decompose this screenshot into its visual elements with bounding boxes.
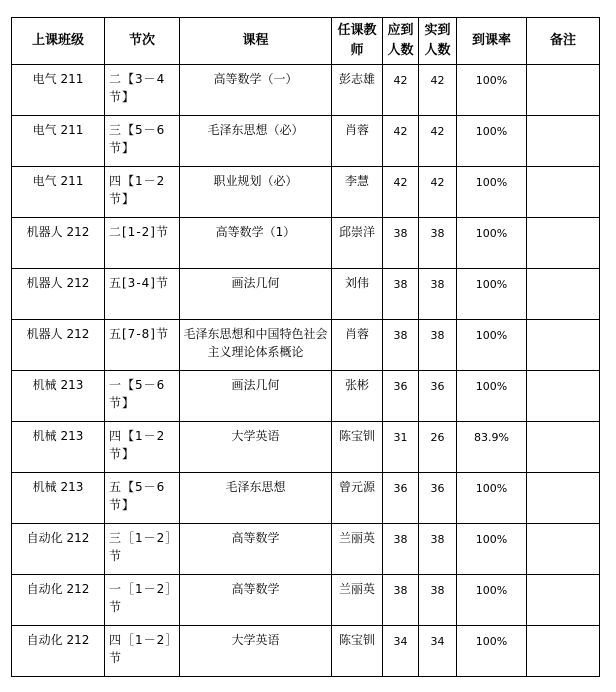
header-row [12,18,600,65]
cell-class-text: 机械 213 [32,378,84,392]
cell-notes [527,116,600,167]
cell-rate-text: 100% [475,176,508,189]
cell-notes [527,218,600,269]
cell-course-text: 大学英语 [231,429,280,443]
cell-notes-text [527,218,599,223]
header-class: 上课班级 [12,18,105,65]
cell-period-text: 三【5－6节】 [109,123,166,155]
table-row [12,218,600,269]
cell-course [180,371,332,422]
cell-actual [419,524,457,575]
header-teacher-label: 任课教师 [337,23,377,58]
cell-actual-text: 38 [430,329,445,342]
cell-class-text: 自动化 212 [26,633,90,647]
cell-actual-text: 36 [430,380,445,393]
cell-rate-text: 100% [475,584,508,597]
cell-teacher [332,422,383,473]
cell-expected [383,473,419,524]
cell-class-text: 自动化 212 [26,582,90,596]
header-rate: 到课率 [457,18,527,65]
cell-rate-text: 100% [475,533,508,546]
cell-teacher [332,167,383,218]
cell-rate [457,422,527,473]
cell-teacher [332,524,383,575]
table-row [12,422,600,473]
table-row [12,575,600,626]
cell-expected-text: 38 [393,278,408,291]
cell-teacher-text: 张彬 [344,378,369,392]
cell-notes [527,524,600,575]
cell-period-text: 五[3-4]节 [109,276,169,290]
cell-period-text: 四【1－2节】 [109,429,166,461]
cell-rate-text: 83.9% [474,431,509,444]
cell-notes [527,626,600,677]
cell-expected-text: 38 [393,533,408,546]
table-row [12,167,600,218]
cell-teacher-text: 刘伟 [344,276,369,290]
table-row [12,626,600,677]
cell-actual-text: 36 [430,482,445,495]
cell-rate [457,320,527,371]
cell-notes [527,320,600,371]
cell-course-text: 高等数学（一） [213,72,298,86]
cell-rate [457,371,527,422]
cell-notes-text [527,116,599,121]
cell-period [105,524,180,575]
cell-actual [419,422,457,473]
header-expected [383,18,419,65]
cell-teacher [332,320,383,371]
cell-course [180,320,332,371]
cell-teacher [332,371,383,422]
cell-notes-text [527,524,599,529]
cell-rate [457,218,527,269]
cell-course [180,116,332,167]
cell-expected-text: 36 [393,482,408,495]
cell-notes-text [527,65,599,70]
table-body [12,65,600,677]
cell-course [180,65,332,116]
cell-rate [457,269,527,320]
cell-teacher-text: 肖蓉 [344,327,369,341]
cell-teacher [332,269,383,320]
cell-expected [383,422,419,473]
cell-notes-text [527,320,599,325]
cell-rate-text: 100% [475,74,508,87]
cell-period-text: 二[1-2]节 [109,225,169,239]
cell-teacher-text: 李慧 [344,174,369,188]
cell-class-text: 机器人 212 [26,327,90,341]
cell-notes-text [527,473,599,478]
cell-teacher [332,116,383,167]
cell-class-text: 机器人 212 [26,225,90,239]
cell-notes [527,167,600,218]
cell-course-text: 画法几何 [231,276,280,290]
cell-class [12,116,105,167]
cell-expected [383,218,419,269]
cell-period [105,473,180,524]
cell-notes-text [527,626,599,631]
cell-expected [383,626,419,677]
cell-notes-text [527,167,599,172]
cell-period-text: 五[7-8]节 [109,327,169,341]
cell-course-text: 毛泽东思想 [225,480,286,494]
cell-expected-text: 38 [393,584,408,597]
cell-expected-text: 31 [393,431,408,444]
cell-notes [527,371,600,422]
cell-expected-text: 42 [393,176,408,189]
cell-rate-text: 100% [475,125,508,138]
cell-course [180,473,332,524]
cell-expected-text: 38 [393,329,408,342]
cell-teacher [332,626,383,677]
cell-teacher-text: 陈宝钏 [338,633,375,647]
cell-rate [457,65,527,116]
cell-class-text: 机器人 212 [26,276,90,290]
cell-class [12,575,105,626]
cell-course [180,269,332,320]
cell-course-text: 画法几何 [231,378,280,392]
cell-expected [383,269,419,320]
cell-rate-text: 100% [475,635,508,648]
table-row [12,371,600,422]
cell-course [180,524,332,575]
cell-actual [419,575,457,626]
cell-expected-text: 42 [393,74,408,87]
cell-class-text: 电气 211 [32,123,84,137]
cell-class [12,371,105,422]
cell-class [12,269,105,320]
cell-period [105,626,180,677]
cell-class [12,65,105,116]
cell-course [180,626,332,677]
header-course: 课程 [180,18,332,65]
cell-notes [527,269,600,320]
cell-actual-text: 42 [430,176,445,189]
cell-course-text: 职业规划（必） [213,174,298,188]
cell-course-text: 毛泽东思想（必） [207,123,304,137]
cell-expected [383,320,419,371]
cell-teacher-text: 彭志雄 [338,72,375,86]
header-expected-label: 应到人数 [387,23,414,58]
cell-actual-text: 38 [430,533,445,546]
cell-class [12,218,105,269]
cell-actual [419,116,457,167]
cell-notes-text [527,422,599,427]
cell-course [180,167,332,218]
cell-course [180,575,332,626]
cell-course-text: 高等数学 [231,531,280,545]
table-row [12,65,600,116]
cell-expected [383,575,419,626]
cell-teacher [332,575,383,626]
cell-teacher-text: 邱崇洋 [338,225,375,239]
cell-actual [419,320,457,371]
cell-class [12,626,105,677]
header-period: 节次 [105,18,180,65]
cell-class-text: 自动化 212 [26,531,90,545]
cell-rate-text: 100% [475,278,508,291]
cell-rate-text: 100% [475,329,508,342]
table-row [12,116,600,167]
cell-period [105,116,180,167]
cell-expected [383,167,419,218]
cell-course [180,218,332,269]
cell-notes [527,575,600,626]
cell-actual-text: 42 [430,74,445,87]
cell-rate-text: 100% [475,380,508,393]
cell-course [180,422,332,473]
cell-rate [457,473,527,524]
cell-actual [419,269,457,320]
cell-period-text: 五【5－6节】 [109,480,166,512]
cell-teacher-text: 陈宝钏 [338,429,375,443]
cell-expected-text: 36 [393,380,408,393]
attendance-table [11,17,600,677]
cell-actual-text: 38 [430,278,445,291]
cell-teacher [332,218,383,269]
cell-notes-text [527,269,599,274]
cell-period-text: 二【3－4节】 [109,72,166,104]
cell-course-text: 高等数学 [231,582,280,596]
cell-course-text: 大学英语 [231,633,280,647]
cell-actual-text: 42 [430,125,445,138]
cell-actual-text: 38 [430,227,445,240]
cell-rate [457,575,527,626]
cell-period [105,320,180,371]
cell-expected-text: 42 [393,125,408,138]
cell-teacher-text: 兰丽英 [338,582,375,596]
cell-period-text: 一［1－2］节 [109,582,173,614]
table-row [12,473,600,524]
cell-class [12,167,105,218]
cell-expected [383,65,419,116]
cell-actual-text: 34 [430,635,445,648]
cell-class [12,524,105,575]
cell-notes-text [527,371,599,376]
cell-actual [419,167,457,218]
cell-rate-text: 100% [475,482,508,495]
cell-expected-text: 34 [393,635,408,648]
table-row [12,320,600,371]
cell-class [12,320,105,371]
cell-teacher-text: 兰丽英 [338,531,375,545]
cell-class-text: 机械 213 [32,480,84,494]
cell-actual [419,218,457,269]
cell-period [105,269,180,320]
header-actual [419,18,457,65]
cell-actual [419,626,457,677]
cell-actual-text: 38 [430,584,445,597]
cell-period-text: 四【1－2节】 [109,174,166,206]
cell-rate [457,116,527,167]
header-teacher [332,18,383,65]
cell-class-text: 电气 211 [32,174,84,188]
cell-course-text: 毛泽东思想和中国特色社会主义理论体系概论 [183,327,328,359]
cell-period [105,422,180,473]
cell-expected [383,524,419,575]
cell-teacher-text: 肖蓉 [344,123,369,137]
cell-actual [419,371,457,422]
cell-period-text: 四［1－2］节 [109,633,173,665]
cell-expected [383,116,419,167]
cell-expected [383,371,419,422]
cell-notes-text [527,575,599,580]
cell-rate-text: 100% [475,227,508,240]
cell-rate [457,626,527,677]
cell-class [12,422,105,473]
header-notes: 备注 [527,18,600,65]
cell-period [105,371,180,422]
cell-period [105,167,180,218]
cell-actual [419,65,457,116]
cell-period [105,575,180,626]
cell-expected-text: 38 [393,227,408,240]
cell-rate [457,524,527,575]
cell-class [12,473,105,524]
table-row [12,269,600,320]
cell-teacher-text: 曾元源 [338,480,375,494]
header-actual-label: 实到人数 [424,23,451,58]
cell-notes [527,422,600,473]
cell-actual-text: 26 [430,431,445,444]
cell-course-text: 高等数学（1） [215,225,296,239]
table-row [12,524,600,575]
cell-rate [457,167,527,218]
cell-notes [527,473,600,524]
cell-class-text: 电气 211 [32,72,84,86]
cell-period-text: 一【5－6节】 [109,378,166,410]
cell-teacher [332,473,383,524]
cell-notes [527,65,600,116]
cell-class-text: 机械 213 [32,429,84,443]
cell-period-text: 三［1－2］节 [109,531,173,563]
cell-teacher [332,65,383,116]
cell-period [105,65,180,116]
cell-period [105,218,180,269]
cell-actual [419,473,457,524]
